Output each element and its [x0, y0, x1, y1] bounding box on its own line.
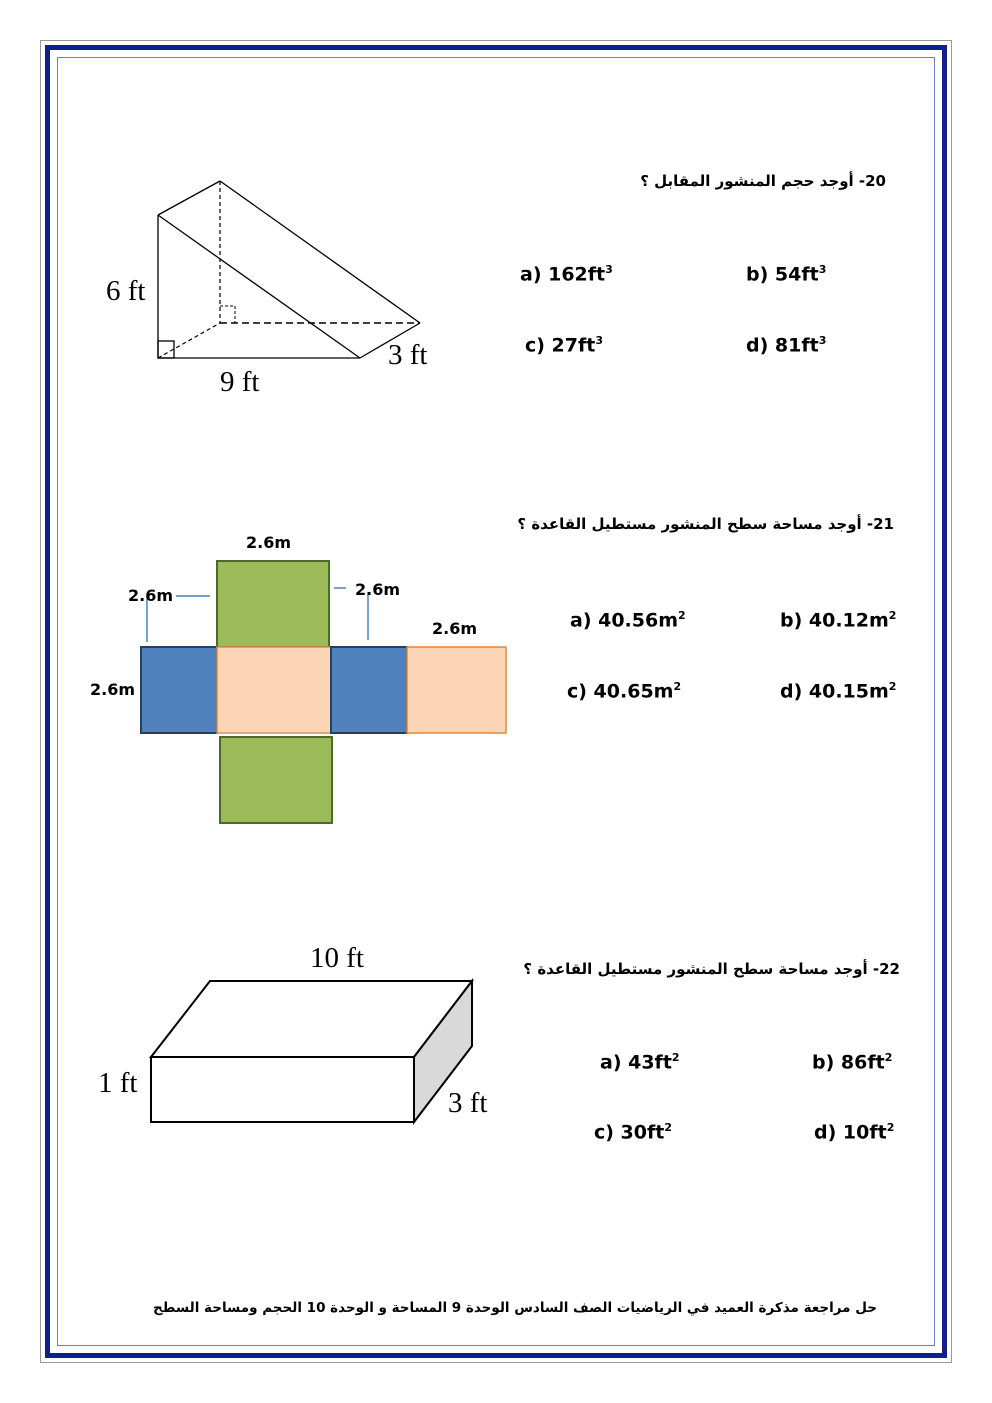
net-far-right-label: 2.6m	[432, 619, 478, 638]
option-c[interactable]: c) $30ft^2$	[594, 1121, 673, 1144]
question-prompt: - أوجد مساحة سطح المنشور مستطيل القاعدة ؟	[523, 960, 880, 978]
question-number: 21	[873, 515, 894, 533]
option-d[interactable]: d) $81ft^3$	[746, 334, 827, 357]
option-b[interactable]: b) $86ft^2$	[812, 1051, 893, 1074]
prism-height-label: 6 ft	[106, 275, 146, 307]
question-prompt: - أوجد مساحة سطح المنشور مستطيل القاعدة ؟	[517, 515, 874, 533]
prism-depth-label: 3 ft	[388, 339, 428, 371]
net-left-upper-label: 2.6m	[128, 586, 174, 605]
option-d[interactable]: d) $40.15m^2$	[780, 680, 897, 703]
box-height-label: 1 ft	[98, 1067, 138, 1099]
question-number: 20	[865, 172, 886, 190]
option-c[interactable]: c) $27ft^3$	[525, 334, 604, 357]
question-prompt: - أوجد حجم المنشور المقابل ؟	[640, 172, 866, 190]
option-b[interactable]: b) $40.12m^2$	[780, 609, 897, 632]
option-a[interactable]: a) $40.56m^2$	[570, 609, 686, 632]
box-width-label: 3 ft	[448, 1087, 488, 1119]
option-b[interactable]: b) $54ft^3$	[746, 263, 827, 286]
prism-front-face	[151, 1057, 414, 1122]
option-c[interactable]: c) $40.65m^2$	[567, 680, 682, 703]
net-top-label: 2.6m	[246, 533, 292, 552]
net-left-side-label: 2.6m	[90, 680, 136, 699]
page-footer: حل مراجعة مذكرة العميد في الرياضيات الصف السادس الوحدة 9 المساحة و الوحدة 10 الحجم ومساحة السطح	[153, 1300, 877, 1316]
box-length-label: 10 ft	[310, 942, 364, 974]
prism-base-label: 9 ft	[220, 366, 260, 398]
option-a[interactable]: a) $43ft^2$	[600, 1051, 680, 1074]
question-number: 22	[879, 960, 900, 978]
option-a[interactable]: a) $162ft^3$	[520, 263, 613, 286]
net-right-upper-label: 2.6m	[355, 580, 401, 599]
option-d[interactable]: d) $10ft^2$	[814, 1121, 895, 1144]
